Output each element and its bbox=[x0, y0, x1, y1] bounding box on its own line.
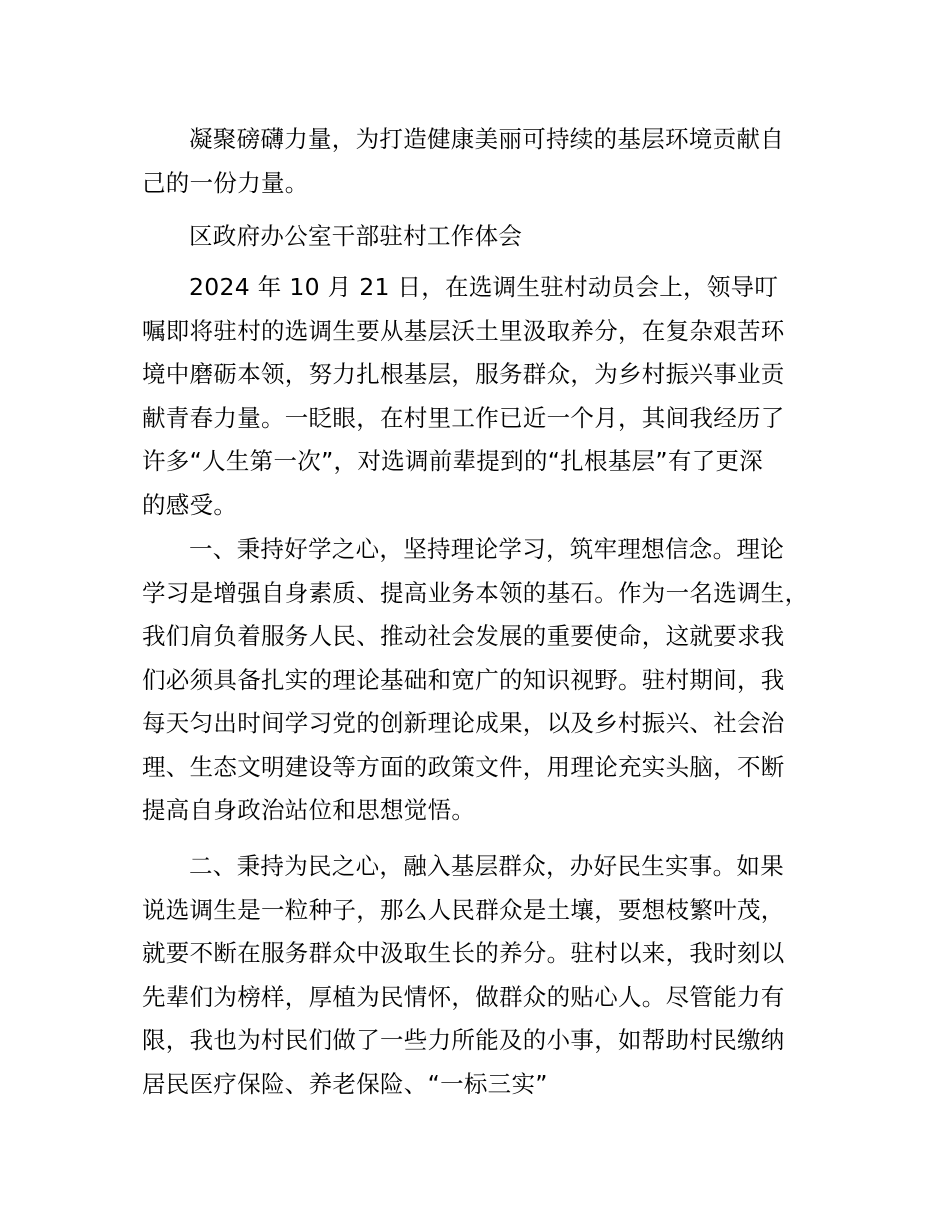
text-line: 一、秉持好学之心，坚持理论学习，筑牢理想信念。理论 bbox=[189, 535, 784, 563]
closing-paragraph bbox=[142, 118, 784, 205]
text-line: 许多“人生第一次”，对选调前辈提到的“扎根基层”有了更深 bbox=[142, 447, 764, 475]
text-line: 居民医疗保险、养老保险、“一标三实” bbox=[142, 1069, 548, 1098]
text-line: 理、生态文明建设等方面的政策文件，用理论充实头脑，不断 bbox=[142, 752, 785, 781]
text-line: 嘱即将驻村的选调生要从基层沃土里汲取养分，在复杂艰苦环 bbox=[142, 316, 785, 345]
article-title bbox=[142, 215, 522, 259]
text-line: 凝聚磅礴力量，为打造健康美丽可持续的基层环境贡献自 bbox=[189, 125, 784, 153]
section-2-paragraph bbox=[142, 845, 785, 1106]
title-text: 区政府办公室干部驻村工作体会 bbox=[189, 222, 523, 250]
text-line: 们必须具备扎实的理论基础和宽广的知识视野。驻村期间，我 bbox=[142, 665, 785, 694]
text-line: 我们肩负着服务人民、推动社会发展的重要使命，这就要求我 bbox=[142, 622, 785, 650]
text-line: 每天匀出时间学习党的创新理论成果，以及乡村振兴、社会治 bbox=[142, 709, 785, 737]
text-line: 提高自身政治站位和思想觉悟。 bbox=[142, 796, 476, 824]
text-line: 境中磨砺本领，努力扎根基层，服务群众，为乡村振兴事业贡 bbox=[142, 360, 785, 388]
text-line: 的感受。 bbox=[142, 490, 238, 519]
text-line: 献青春力量。一眨眼，在村里工作已近一个月，其间我经历了 bbox=[142, 403, 785, 432]
text-line: 二、秉持为民之心，融入基层群众，办好民生实事。如果 bbox=[189, 852, 784, 880]
section-1-paragraph bbox=[142, 528, 808, 833]
text-line: 先辈们为榜样，厚植为民情怀，做群众的贴心人。尽管能力有 bbox=[142, 982, 785, 1011]
text-line: 学习是增强自身素质、提高业务本领的基石。作为一名选调生， bbox=[142, 578, 809, 607]
text-line: 就要不断在服务群众中汲取生长的养分。驻村以来，我时刻以 bbox=[142, 939, 785, 967]
text-line: 限，我也为村民们做了一些力所能及的小事，如帮助村民缴纳 bbox=[142, 1026, 785, 1054]
text-line: 2024 年 10 月 21 日，在选调生驻村动员会上，领导叮 bbox=[189, 273, 779, 301]
text-line: 己的一份力量。 bbox=[142, 168, 309, 197]
text-line: 说选调生是一粒种子，那么人民群众是土壤，要想枝繁叶茂， bbox=[142, 895, 785, 924]
intro-paragraph bbox=[142, 266, 785, 527]
